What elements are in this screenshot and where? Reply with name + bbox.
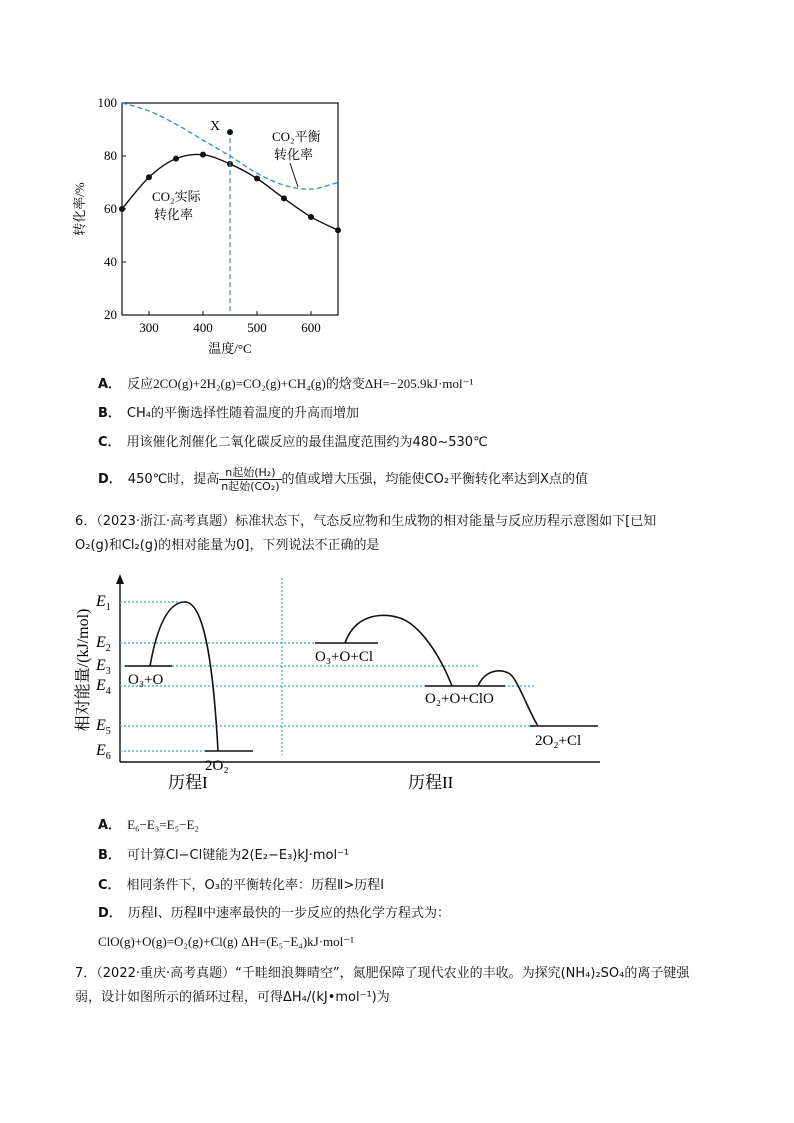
label-actual-line2: 转化率 [154,207,194,222]
data-point [281,195,287,201]
data-point [335,227,341,233]
q5-option-b [98,405,359,423]
species-o2-o-clo: O₂+O+ClO [425,691,494,707]
option-letter: A． [98,377,122,392]
x-tick-label: 500 [247,320,267,335]
option-letter: B． [98,406,121,421]
q6-stem [75,510,725,558]
point-x-label: X [210,119,221,135]
option-letter: D． [98,906,122,921]
guide-lines [120,578,535,755]
q5-option-c [98,434,488,452]
species-o3-o-cl: O₃+O+Cl [315,649,373,665]
option-text: 可计算Cl−Cl键能为2(E₂−E₃)kJ·mol⁻¹ [126,848,350,863]
option-text: 历程Ⅰ、历程Ⅱ中速率最快的一步反应的热化学方程式为： [127,906,451,921]
y-tick-label: 40 [104,254,117,269]
y-axis-label: 转化率/% [72,182,87,236]
fraction-numerator: n起始(H₂) [219,466,281,480]
energy-profile-diagram [60,570,620,795]
species-2o2-cl: 2O₂+Cl [535,733,582,749]
data-point [200,152,206,158]
option-text: 450℃时，提高 [127,472,220,487]
q5-option-a [98,375,473,394]
label-equilibrium-line1: CO₂平衡 [272,129,321,144]
y-tick-label: 60 [104,201,117,216]
level-label-e2: $E_2$ [96,634,111,654]
y-tick-label: 80 [104,148,117,163]
data-point [308,214,314,220]
level-label-e4: $E_4$ [96,677,111,697]
data-point [146,174,152,180]
option-text: 用该催化剂催化二氧化碳反应的最佳温度范围约为480~530℃ [126,435,488,450]
fraction-denominator: n起始(CO₂) [221,480,280,493]
conversion-rate-chart [60,90,360,360]
q7-stem [75,962,725,1010]
y-axis-label: 相对能量/(kJ/mol) [75,608,92,732]
level-label-e6: $E_6$ [96,742,111,762]
x-tick-label: 300 [139,320,159,335]
q6-option-a [98,816,199,835]
option-text: E₆−E₃=E₅−E₂ [127,817,199,832]
y-tick-label: 20 [104,307,117,322]
chart-labels [72,95,321,356]
x-tick-label: 400 [193,320,213,335]
option-text: 反应2CO(g)+2H₂(g)=CO₂(g)+CH₄(g)的焓变ΔH=−205.9kJ·mol⁻¹ [127,376,474,391]
q6-stem-line2: O₂(g)和Cl₂(g)的相对能量为0]，下列说法不正确的是 [75,538,380,553]
level-label-e5: $E_5$ [96,717,111,737]
x-tick-label: 600 [301,320,321,335]
point-x [227,129,233,135]
option-text: 相同条件下，O₃的平衡转化率：历程Ⅱ>历程Ⅰ [126,878,385,893]
q6-option-d [98,905,450,923]
q5-option-d [98,466,588,493]
option-letter: A． [98,818,122,833]
q6-option-b [98,847,349,865]
label-actual-line1: CO₂实际 [152,189,201,204]
y-axis-arrow [116,574,124,584]
data-point [173,156,179,162]
equilibrium-leader-line [290,163,298,187]
option-equation: ClO(g)+O(g)=O₂(g)+Cl(g) ΔH=(E₅−E₄)kJ·mol⁻¹ [98,934,355,949]
option-letter: D． [98,472,122,487]
y-tick-label: 100 [97,95,117,110]
option-text: 的值或增大压强，均能使CO₂平衡转化率达到X点的值 [281,472,588,487]
q7-stem-line2: 弱，设计如图所示的循环过程，可得ΔH₄/(kJ•mol⁻¹)为 [75,990,390,1005]
level-label-e3: $E_3$ [96,657,111,677]
q6-option-d-equation [98,933,354,952]
data-point [254,176,260,182]
species-o3-o: O₃+O [128,672,164,688]
path-label-ii: 历程II [408,773,454,792]
level-label-e1: $E_1$ [96,593,111,613]
fraction [219,466,281,493]
species-2o2: 2O₂ [205,758,229,774]
x-axis-label: 温度/°C [208,341,252,356]
data-point [119,206,125,212]
q6-stem-line1: 6．（2023·浙江·高考真题）标准状态下，气态反应物和生成物的相对能量与反应历程示意图如下[已知 [75,514,657,529]
q7-stem-line1: 7．（2022·重庆·高考真题）“千畦细浪舞晴空”，氮肥保障了现代农业的丰收。为探究(NH₄)₂SO₄的离子键强 [75,966,690,981]
q6-option-c [98,877,384,895]
option-letter: C． [98,435,121,450]
option-letter: B． [98,848,121,863]
option-letter: C． [98,878,121,893]
option-text: CH₄的平衡选择性随着温度的升高而增加 [126,406,359,421]
label-equilibrium-line2: 转化率 [274,147,314,162]
path-label-i: 历程I [168,773,208,792]
